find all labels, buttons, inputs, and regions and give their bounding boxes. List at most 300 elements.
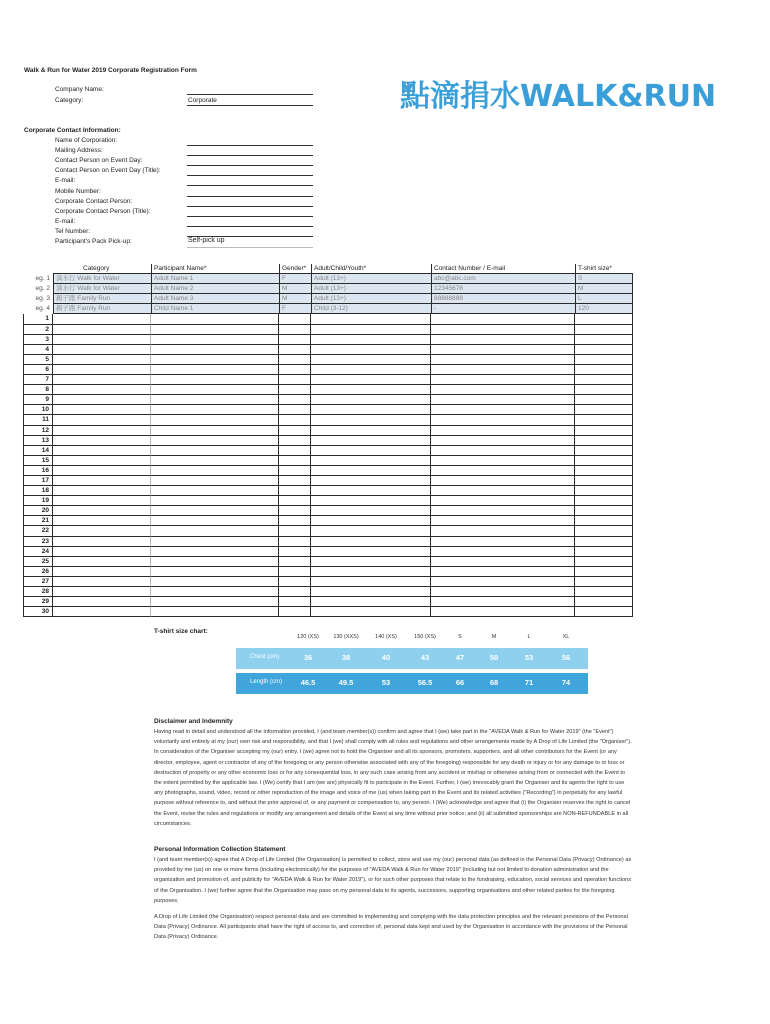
cell-name[interactable]	[151, 426, 279, 436]
table-row	[23, 426, 633, 436]
contact-field-label: Mobile Number:	[55, 187, 101, 195]
cell-name[interactable]	[151, 597, 279, 607]
contact-field-label: Name of Corporation:	[55, 137, 118, 144]
cell-age[interactable]	[311, 607, 431, 617]
cell-size[interactable]	[575, 314, 633, 324]
cell-contact[interactable]	[431, 506, 575, 516]
size-label: 120 (XS)	[297, 634, 319, 640]
cell-age[interactable]	[311, 405, 431, 415]
cell-contact[interactable]	[431, 486, 575, 496]
cell-category[interactable]	[53, 436, 151, 446]
cell-category[interactable]	[53, 365, 151, 375]
disclaimer-heading: Disclaimer and Indemnity	[154, 718, 233, 725]
cell-age[interactable]	[311, 466, 431, 476]
cell-name[interactable]	[151, 375, 279, 385]
cell-size[interactable]	[575, 415, 633, 425]
row-number: 12	[23, 426, 53, 436]
cell-gender[interactable]	[279, 415, 311, 425]
cell-category[interactable]	[53, 577, 151, 587]
cell-name[interactable]	[151, 466, 279, 476]
table-row	[23, 456, 633, 466]
cell-gender[interactable]	[279, 355, 311, 365]
example-gender: F	[279, 304, 311, 314]
row-number: 4	[23, 345, 53, 355]
row-number: 28	[23, 587, 53, 597]
table-row	[23, 496, 633, 506]
cell-gender[interactable]	[279, 405, 311, 415]
cell-contact[interactable]	[431, 597, 575, 607]
cell-category[interactable]	[53, 335, 151, 345]
cell-contact[interactable]	[431, 557, 575, 567]
cell-category[interactable]	[53, 405, 151, 415]
cell-name[interactable]	[151, 314, 279, 324]
cell-gender[interactable]	[279, 395, 311, 405]
example-name: Adult Name 1	[151, 274, 279, 284]
cell-category[interactable]	[53, 526, 151, 536]
example-row	[23, 294, 633, 304]
category-field[interactable]	[187, 105, 313, 106]
contact-field-input[interactable]	[187, 216, 313, 217]
cell-contact[interactable]	[431, 496, 575, 506]
cell-name[interactable]	[151, 526, 279, 536]
cell-contact[interactable]	[431, 355, 575, 365]
example-name: Adult Name 2	[151, 284, 279, 294]
example-no: eg. 1	[35, 275, 50, 283]
contact-field-label: Contact Person on Event Day (Title):	[55, 167, 161, 175]
length-value: 68	[489, 678, 499, 687]
disclaimer-text: Having read in detail and understood all the information provided, I (and team member(s)) confirm and agree that I (we) take part in the "AVEDA Walk & Run for Water 2019" (the "Event") voluntarily and entirely at my (our) own risk and responsibility, and that I (we) shall comply with all rules and regulations and other arrangements made by A Drop of Life Limited (the "Organiser"). In consideration of the Organiser accepting my (our) entry, I (we) agree not to hold the Organiser and all its sponsors, promoters, supporters, and all other contributors for the Event (or any director, employee, agent or contractor of any of the foregoing or any person otherwise associated with any of the foregoing) responsible for any death or injury or for any damage to or loss or destruction of property or any other economic loss or for any consequential loss, in any such case arising from any accident or mishap or otherwise arising from or connected with the Event to the extent permitted by the applicable law. I (We) certify that I am (we are) physically fit to participate in the Event. Further, I (we) irrevocably grant the Organiser and its agents the right to use any photographs, sound, video, record or other reproduction of the image and voice of me (us) when taking part in the Event and its related activities ("Recording") in perpetuity for any lawful purpose without reference to, and without the prior approval of, or any payment or compensation to, any person. I (We) acknowledge and agree that (i) the Organiser reserves the right to cancel the Event, revise the rules and regulations or modify any arrangement and details of the Event at any time without prior notice; and (ii) all submitted sponsorships are NON-REFUNDABLE in all circumstances.	[154, 729, 632, 827]
cell-contact[interactable]	[431, 567, 575, 577]
cell-age[interactable]	[311, 426, 431, 436]
header-age: Adult/Child/Youth*	[311, 264, 431, 274]
contact-field-label: Tel Number:	[55, 227, 91, 235]
cell-size[interactable]	[575, 607, 633, 617]
length-value: 66	[455, 678, 465, 687]
header-contact: Contact Number / E-mail	[431, 264, 575, 274]
contact-field-input[interactable]	[187, 196, 313, 197]
example-category: 親子跑 Family Run	[53, 304, 151, 314]
cell-contact[interactable]	[431, 587, 575, 597]
length-value: 56.5	[417, 678, 433, 687]
chest-value: 40	[381, 653, 391, 662]
cell-size[interactable]	[575, 506, 633, 516]
contact-field-label: E-mail:	[55, 177, 76, 185]
table-row	[23, 385, 633, 395]
cell-category[interactable]	[53, 567, 151, 577]
row-number: 7	[23, 375, 53, 385]
example-contact: abc@abc.com	[431, 274, 575, 284]
cell-category[interactable]	[53, 345, 151, 355]
table-row	[23, 365, 633, 375]
contact-field-label: Participant's Pack Pick-up:	[55, 238, 132, 245]
length-value: 49.5	[338, 678, 354, 687]
cell-gender[interactable]	[279, 476, 311, 486]
example-no: eg. 2	[35, 285, 50, 293]
cell-gender[interactable]	[279, 345, 311, 355]
cell-size[interactable]	[575, 526, 633, 536]
row-number: 17	[23, 476, 53, 486]
table-row	[23, 476, 633, 486]
table-row	[23, 597, 633, 607]
cell-name[interactable]	[151, 405, 279, 415]
cell-category[interactable]	[53, 607, 151, 617]
cell-name[interactable]	[151, 496, 279, 506]
privacy-text-2: A Drop of Life Limited (the Organisation) respect personal data and are committed to implementing and complying with the data protection principles and the relevant provisions of the Personal Data (Privacy) Ordinance. All participants shall have the right of access to, and correction of, personal data kept and used by the Organisation in accordance with the provisions of the Personal Data (Privacy) Ordinance.	[154, 914, 628, 941]
cell-age[interactable]	[311, 547, 431, 557]
example-age: Adult (13+)	[311, 294, 431, 304]
cell-size[interactable]	[575, 375, 633, 385]
cell-age[interactable]	[311, 335, 431, 345]
contact-field-input[interactable]	[187, 206, 313, 207]
cell-gender[interactable]	[279, 375, 311, 385]
cell-category[interactable]	[53, 325, 151, 335]
cell-size[interactable]	[575, 516, 633, 526]
cell-size[interactable]	[575, 395, 633, 405]
cell-age[interactable]	[311, 476, 431, 486]
contact-field-input[interactable]	[187, 175, 313, 176]
table-row	[23, 314, 633, 324]
cell-contact[interactable]	[431, 375, 575, 385]
cell-age[interactable]	[311, 314, 431, 324]
cell-name[interactable]	[151, 577, 279, 587]
row-number: 16	[23, 466, 53, 476]
cell-gender[interactable]	[279, 557, 311, 567]
cell-category[interactable]	[53, 496, 151, 506]
cell-contact[interactable]	[431, 325, 575, 335]
cell-name[interactable]	[151, 355, 279, 365]
cell-size[interactable]	[575, 325, 633, 335]
cell-contact[interactable]	[431, 466, 575, 476]
cell-category[interactable]	[53, 456, 151, 466]
table-row	[23, 547, 633, 557]
cell-age[interactable]	[311, 365, 431, 375]
example-contact: 12345678	[431, 284, 575, 294]
example-row	[23, 274, 633, 284]
example-category: 滴水行 Walk for Water	[53, 284, 151, 294]
cell-age[interactable]	[311, 526, 431, 536]
company-name-field[interactable]	[187, 94, 313, 95]
cell-gender[interactable]	[279, 486, 311, 496]
cell-name[interactable]	[151, 486, 279, 496]
cell-category[interactable]	[53, 426, 151, 436]
contact-heading: Corporate Contact Information:	[24, 127, 121, 134]
row-number: 25	[23, 557, 53, 567]
cell-contact[interactable]	[431, 476, 575, 486]
cell-gender[interactable]	[279, 547, 311, 557]
cell-name[interactable]	[151, 567, 279, 577]
cell-age[interactable]	[311, 587, 431, 597]
cell-name[interactable]	[151, 415, 279, 425]
cell-category[interactable]	[53, 476, 151, 486]
contact-field-label: Corporate Contact Person (Title):	[55, 207, 151, 215]
category-value: Corporate	[188, 97, 217, 104]
cell-gender[interactable]	[279, 365, 311, 375]
cell-size[interactable]	[575, 335, 633, 345]
cell-contact[interactable]	[431, 577, 575, 587]
cell-size[interactable]	[575, 486, 633, 496]
cell-size[interactable]	[575, 355, 633, 365]
logo-text: 點滴捐水WALK&RUN	[400, 79, 717, 114]
contact-field-label: Corporate Contact Person:	[55, 197, 133, 205]
table-row	[23, 375, 633, 385]
cell-contact[interactable]	[431, 415, 575, 425]
example-gender: F	[279, 274, 311, 284]
cell-gender[interactable]	[279, 607, 311, 617]
cell-size[interactable]	[575, 456, 633, 466]
contact-field-input[interactable]	[187, 165, 313, 166]
table-row	[23, 325, 633, 335]
privacy-text-1: I (and team member(s)) agree that A Drop of Life Limited (the Organisation) is permitted to collect, store and use my (our) personal data (as defined in the Personal Data (Privacy) Ordinance) as provided by me (us) on one or more forms (including electronically) for the purposes of "AVEDA Walk & Run for Water 2019" (including but not limited to donation administration and the organization and promotion of, and publicity for "AVEDA Walk & Run for Water 2019"), or for such other purposes that relate to the fundraising, education, social services and operation functions of the Organisation. I (we) further agree that the Organisation may pass on my personal data to its agents, successors, supporting organisations and other related parties for the foregoing purposes.	[154, 857, 632, 904]
size-label: XL	[562, 634, 570, 640]
cell-size[interactable]	[575, 436, 633, 446]
row-number: 3	[23, 335, 53, 345]
cell-name[interactable]	[151, 547, 279, 557]
cell-name[interactable]	[151, 607, 279, 617]
walk-and-run-logo	[400, 72, 717, 120]
cell-age[interactable]	[311, 597, 431, 607]
row-number: 2	[23, 325, 53, 335]
length-label: Length (cm)	[250, 679, 283, 685]
contact-field-input[interactable]	[187, 185, 313, 186]
cell-size[interactable]	[575, 476, 633, 486]
cell-contact[interactable]	[431, 345, 575, 355]
cell-age[interactable]	[311, 375, 431, 385]
cell-gender[interactable]	[279, 436, 311, 446]
row-number: 23	[23, 537, 53, 547]
example-name: Adult Name 3	[151, 294, 279, 304]
cell-size[interactable]	[575, 537, 633, 547]
participant-table	[23, 264, 633, 617]
cell-gender[interactable]	[279, 426, 311, 436]
cell-category[interactable]	[53, 557, 151, 567]
cell-gender[interactable]	[279, 577, 311, 587]
cell-age[interactable]	[311, 436, 431, 446]
row-number: 5	[23, 355, 53, 365]
cell-category[interactable]	[53, 314, 151, 324]
cell-name[interactable]	[151, 506, 279, 516]
table-row	[23, 415, 633, 425]
cell-category[interactable]	[53, 446, 151, 456]
cell-size[interactable]	[575, 365, 633, 375]
form-title: Walk & Run for Water 2019 Corporate Registration Form	[24, 67, 197, 74]
row-number: 27	[23, 577, 53, 587]
cell-name[interactable]	[151, 325, 279, 335]
cell-category[interactable]	[53, 385, 151, 395]
cell-gender[interactable]	[279, 526, 311, 536]
row-number: 1	[23, 314, 53, 324]
cell-contact[interactable]	[431, 537, 575, 547]
cell-size[interactable]	[575, 426, 633, 436]
chest-value: 53	[524, 653, 534, 662]
cell-category[interactable]	[53, 375, 151, 385]
cell-name[interactable]	[151, 516, 279, 526]
cell-name[interactable]	[151, 446, 279, 456]
cell-contact[interactable]	[431, 516, 575, 526]
row-number: 29	[23, 597, 53, 607]
cell-name[interactable]	[151, 537, 279, 547]
cell-gender[interactable]	[279, 506, 311, 516]
cell-size[interactable]	[575, 496, 633, 506]
example-no: eg. 4	[35, 305, 50, 313]
cell-gender[interactable]	[279, 314, 311, 324]
cell-age[interactable]	[311, 486, 431, 496]
length-value: 71	[524, 678, 534, 687]
cell-gender[interactable]	[279, 385, 311, 395]
cell-contact[interactable]	[431, 526, 575, 536]
cell-contact[interactable]	[431, 607, 575, 617]
cell-size[interactable]	[575, 567, 633, 577]
example-category: 滴水行 Walk for Water	[53, 274, 151, 284]
cell-age[interactable]	[311, 577, 431, 587]
cell-gender[interactable]	[279, 466, 311, 476]
cell-contact[interactable]	[431, 405, 575, 415]
cell-contact[interactable]	[431, 385, 575, 395]
cell-gender[interactable]	[279, 325, 311, 335]
size-label: 130 (XXS)	[333, 634, 359, 640]
cell-contact[interactable]	[431, 335, 575, 345]
table-row	[23, 607, 633, 617]
cell-name[interactable]	[151, 335, 279, 345]
cell-age[interactable]	[311, 415, 431, 425]
cell-category[interactable]	[53, 466, 151, 476]
cell-category[interactable]	[53, 547, 151, 557]
cell-name[interactable]	[151, 365, 279, 375]
size-chart-heading: T-shirt size chart:	[154, 628, 208, 635]
chest-value: 56	[561, 653, 571, 662]
cell-age[interactable]	[311, 506, 431, 516]
cell-contact[interactable]	[431, 547, 575, 557]
cell-category[interactable]	[53, 597, 151, 607]
cell-name[interactable]	[151, 456, 279, 466]
row-number: 18	[23, 486, 53, 496]
cell-size[interactable]	[575, 405, 633, 415]
cell-size[interactable]	[575, 385, 633, 395]
example-contact: 88888888	[431, 294, 575, 304]
example-size: L	[575, 294, 633, 304]
contact-field-label: E-mail:	[55, 217, 76, 225]
cell-age[interactable]	[311, 456, 431, 466]
cell-size[interactable]	[575, 557, 633, 567]
length-value: 46.5	[300, 678, 316, 687]
cell-size[interactable]	[575, 446, 633, 456]
cell-name[interactable]	[151, 345, 279, 355]
contact-field-input[interactable]	[187, 145, 313, 146]
cell-gender[interactable]	[279, 567, 311, 577]
cell-category[interactable]	[53, 395, 151, 405]
cell-category[interactable]	[53, 516, 151, 526]
chest-band	[236, 648, 588, 669]
size-label: 150 (XS)	[414, 634, 436, 640]
cell-age[interactable]	[311, 345, 431, 355]
cell-size[interactable]	[575, 597, 633, 607]
example-size: S	[575, 274, 633, 284]
row-number: 6	[23, 365, 53, 375]
cell-name[interactable]	[151, 476, 279, 486]
table-header-row	[23, 264, 633, 274]
cell-size[interactable]	[575, 466, 633, 476]
cell-gender[interactable]	[279, 456, 311, 466]
cell-name[interactable]	[151, 587, 279, 597]
table-row	[23, 335, 633, 345]
cell-size[interactable]	[575, 587, 633, 597]
cell-age[interactable]	[311, 516, 431, 526]
size-label: M	[491, 634, 497, 640]
cell-contact[interactable]	[431, 395, 575, 405]
row-number: 24	[23, 547, 53, 557]
cell-age[interactable]	[311, 355, 431, 365]
chest-value: 47	[455, 653, 465, 662]
cell-gender[interactable]	[279, 496, 311, 506]
table-row	[23, 446, 633, 456]
cell-category[interactable]	[53, 537, 151, 547]
cell-age[interactable]	[311, 496, 431, 506]
row-number: 26	[23, 567, 53, 577]
cell-size[interactable]	[575, 345, 633, 355]
pickup-field[interactable]	[187, 247, 313, 248]
cell-age[interactable]	[311, 557, 431, 567]
cell-contact[interactable]	[431, 436, 575, 446]
cell-age[interactable]	[311, 385, 431, 395]
cell-age[interactable]	[311, 446, 431, 456]
cell-gender[interactable]	[279, 335, 311, 345]
cell-gender[interactable]	[279, 537, 311, 547]
table-row	[23, 355, 633, 365]
row-number: 21	[23, 516, 53, 526]
contact-field-input[interactable]	[187, 155, 313, 156]
cell-gender[interactable]	[279, 446, 311, 456]
table-row	[23, 537, 633, 547]
cell-category[interactable]	[53, 486, 151, 496]
row-number: 30	[23, 607, 53, 617]
cell-category[interactable]	[53, 587, 151, 597]
example-age: Adult (13+)	[311, 284, 431, 294]
row-number: 22	[23, 526, 53, 536]
cell-age[interactable]	[311, 395, 431, 405]
chest-value: 43	[420, 653, 430, 662]
cell-contact[interactable]	[431, 314, 575, 324]
contact-field-input[interactable]	[187, 226, 313, 227]
table-row	[23, 567, 633, 577]
cell-contact[interactable]	[431, 365, 575, 375]
cell-age[interactable]	[311, 567, 431, 577]
cell-gender[interactable]	[279, 597, 311, 607]
cell-gender[interactable]	[279, 516, 311, 526]
cell-name[interactable]	[151, 395, 279, 405]
cell-category[interactable]	[53, 415, 151, 425]
cell-age[interactable]	[311, 325, 431, 335]
cell-contact[interactable]	[431, 456, 575, 466]
cell-contact[interactable]	[431, 426, 575, 436]
row-number: 9	[23, 395, 53, 405]
cell-age[interactable]	[311, 537, 431, 547]
cell-contact[interactable]	[431, 446, 575, 456]
cell-name[interactable]	[151, 385, 279, 395]
cell-size[interactable]	[575, 547, 633, 557]
cell-name[interactable]	[151, 557, 279, 567]
cell-gender[interactable]	[279, 587, 311, 597]
table-row	[23, 506, 633, 516]
cell-size[interactable]	[575, 577, 633, 587]
header-name: Participant Name*	[151, 264, 279, 274]
table-row	[23, 577, 633, 587]
chest-value: 50	[489, 653, 499, 662]
cell-name[interactable]	[151, 436, 279, 446]
table-row	[23, 587, 633, 597]
cell-category[interactable]	[53, 506, 151, 516]
example-category: 親子跑 Family Run	[53, 294, 151, 304]
example-row	[23, 284, 633, 294]
cell-category[interactable]	[53, 355, 151, 365]
